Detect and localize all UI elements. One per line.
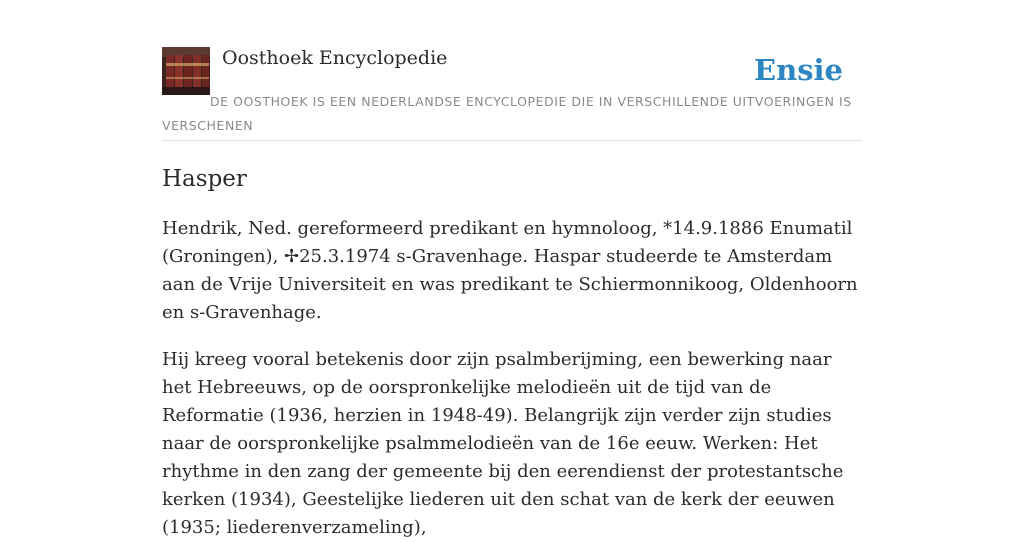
site-header xyxy=(162,46,862,141)
article-paragraph-2: Hij kreeg vooral betekenis door zijn psalmberijming, een bewerking naar het Hebreeuws, op de oorspronkelijke melodieën uit de tijd van de Reformatie (1936, herzien in 1948-49). Belangrijk zijn verder zijn studies naar de oorspronkelijke psalmmelodieën van de 16e eeuw. Werken: Het rhythme in den zang der gemeente bij den eerendienst der protestantsche kerken (1934), Geestelijke liederen uit den schat van de kerk der eeuwen (1935; liederenverzameling), xyxy=(162,349,844,538)
site-title[interactable]: Oosthoek Encyclopedie xyxy=(222,47,448,69)
encyclopedia-books-avatar[interactable] xyxy=(162,47,210,95)
article xyxy=(162,162,862,542)
site-tagline: DE OOSTHOEK IS EEN NEDERLANDSE ENCYCLOPEDIE DIE IN VERSCHILLENDE UITVOERINGEN IS VERSCHENEN xyxy=(162,94,852,133)
article-paragraph-1: Hendrik, Ned. gereformeerd predikant en hymnoloog, *14.9.1886 Enumatil (Groningen), ✢25.3.1974 s-Gravenhage. Haspar studeerde te Amsterdam aan de Vrije Universiteit en was predikant te Schiermonnikoog, Oldenhoorn en s-Gravenhage. xyxy=(162,218,858,323)
ensie-logo-link[interactable]: Ensie xyxy=(754,53,843,87)
books-icon xyxy=(162,47,210,95)
article-title: Hasper xyxy=(162,166,247,192)
